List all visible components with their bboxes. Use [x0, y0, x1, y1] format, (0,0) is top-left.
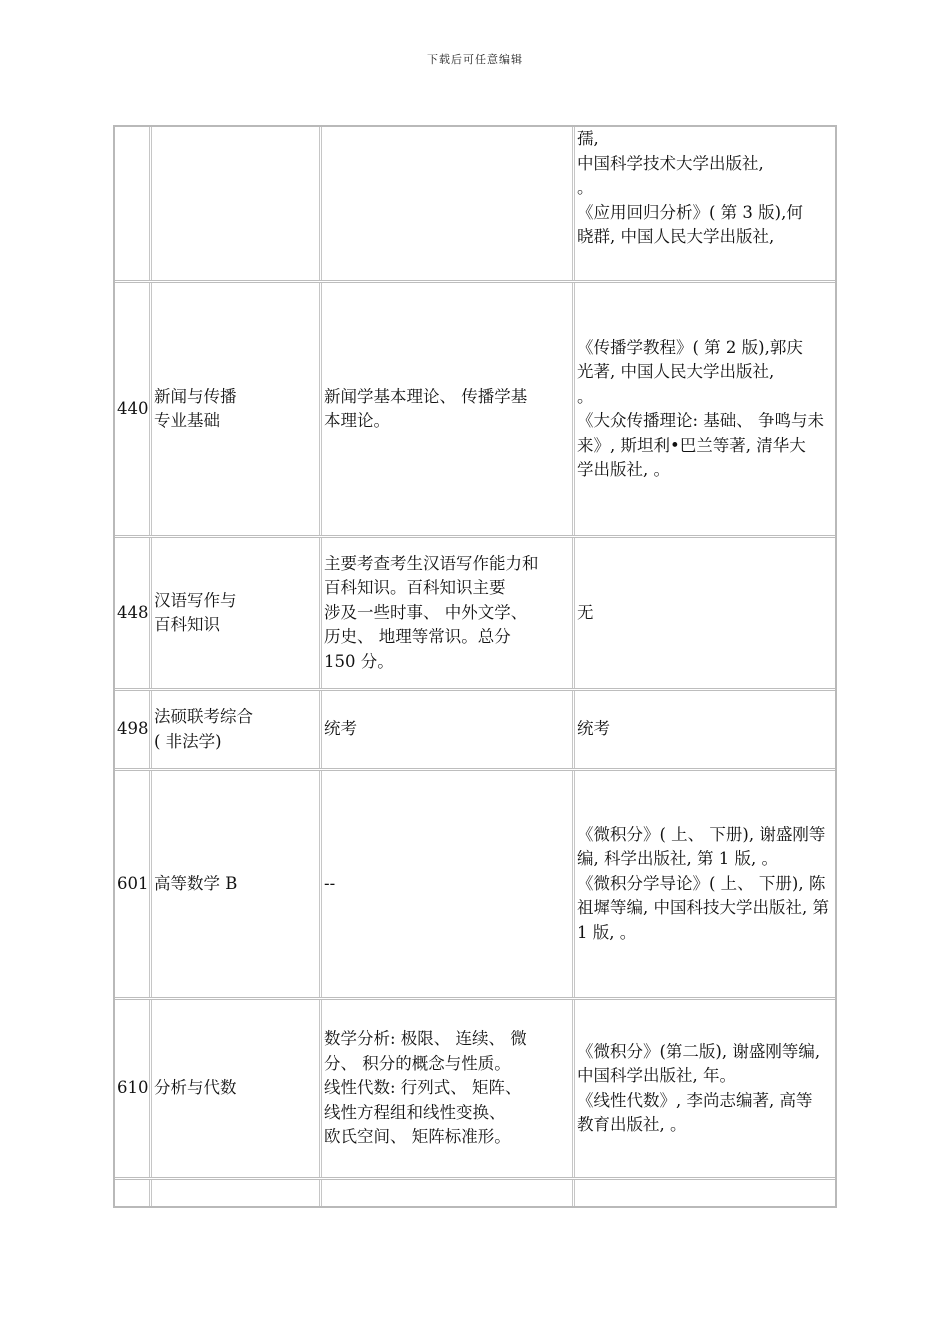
subject-description: 主要考查考生汉语写作能力和 百科知识。百科知识主要 涉及一些时事、 中外文学、 历史、 地理等常识。总分 150 分。	[319, 538, 572, 688]
subject-code: 498	[117, 719, 149, 739]
subject-description	[319, 127, 572, 280]
reference-books: 《微积分》( 上、 下册), 谢盛刚等 编, 科学出版社, 第 1 版, 。 《微积分学导论》( 上、 下册), 陈 祖墀等编, 中国科技大学出版社, 第 1 版, 。	[572, 771, 835, 997]
subject-name	[149, 1180, 319, 1206]
subject-code: 601	[117, 873, 149, 893]
subject-name: 分析与代数	[149, 1000, 319, 1177]
subject-code	[115, 1180, 149, 1206]
reference-books: 《传播学教程》( 第 2 版),郭庆 光著, 中国人民大学出版社, 。 《大众传播理论: 基础、 争鸣与未 来》, 斯坦利•巴兰等著, 清华大 学出版社, 。	[572, 283, 835, 535]
subject-description: --	[319, 771, 572, 997]
table-row	[115, 283, 835, 538]
page-header: 下载后可任意编辑	[427, 53, 523, 66]
reference-books: 统考	[572, 691, 835, 768]
reference-books: 孺, 中国科学技术大学出版社, 。 《应用回归分析》( 第 3 版),何 晓群, 中国人民大学出版社,	[572, 127, 835, 280]
subject-name: 汉语写作与 百科知识	[149, 538, 319, 688]
table-row	[115, 538, 835, 691]
reference-books	[572, 1180, 835, 1206]
subject-description	[319, 1180, 572, 1206]
reference-books: 《微积分》(第二版), 谢盛刚等编, 中国科学出版社, 年。 《线性代数》, 李尚志编著, 高等 教育出版社, 。	[572, 1000, 835, 1177]
table-row	[115, 1000, 835, 1180]
subject-code: 440	[117, 398, 149, 418]
subject-description: 数学分析: 极限、 连续、 微 分、 积分的概念与性质。 线性代数: 行列式、 矩阵、 线性方程组和线性变换、 欧氏空间、 矩阵标准形。	[319, 1000, 572, 1177]
exam-subject-table	[113, 125, 837, 1208]
reference-books: 无	[572, 538, 835, 688]
subject-name: 新闻与传播 专业基础	[149, 283, 319, 535]
subject-name: 高等数学 B	[149, 771, 319, 997]
subject-code: 448	[117, 602, 149, 622]
table-row	[115, 1180, 835, 1206]
subject-description: 统考	[319, 691, 572, 768]
subject-description: 新闻学基本理论、 传播学基 本理论。	[319, 283, 572, 535]
table-row	[115, 771, 835, 1000]
subject-code	[115, 127, 149, 280]
table-row	[115, 127, 835, 283]
subject-name: 法硕联考综合 ( 非法学)	[149, 691, 319, 768]
subject-name	[149, 127, 319, 280]
subject-code: 610	[117, 1078, 149, 1098]
table-row	[115, 691, 835, 771]
